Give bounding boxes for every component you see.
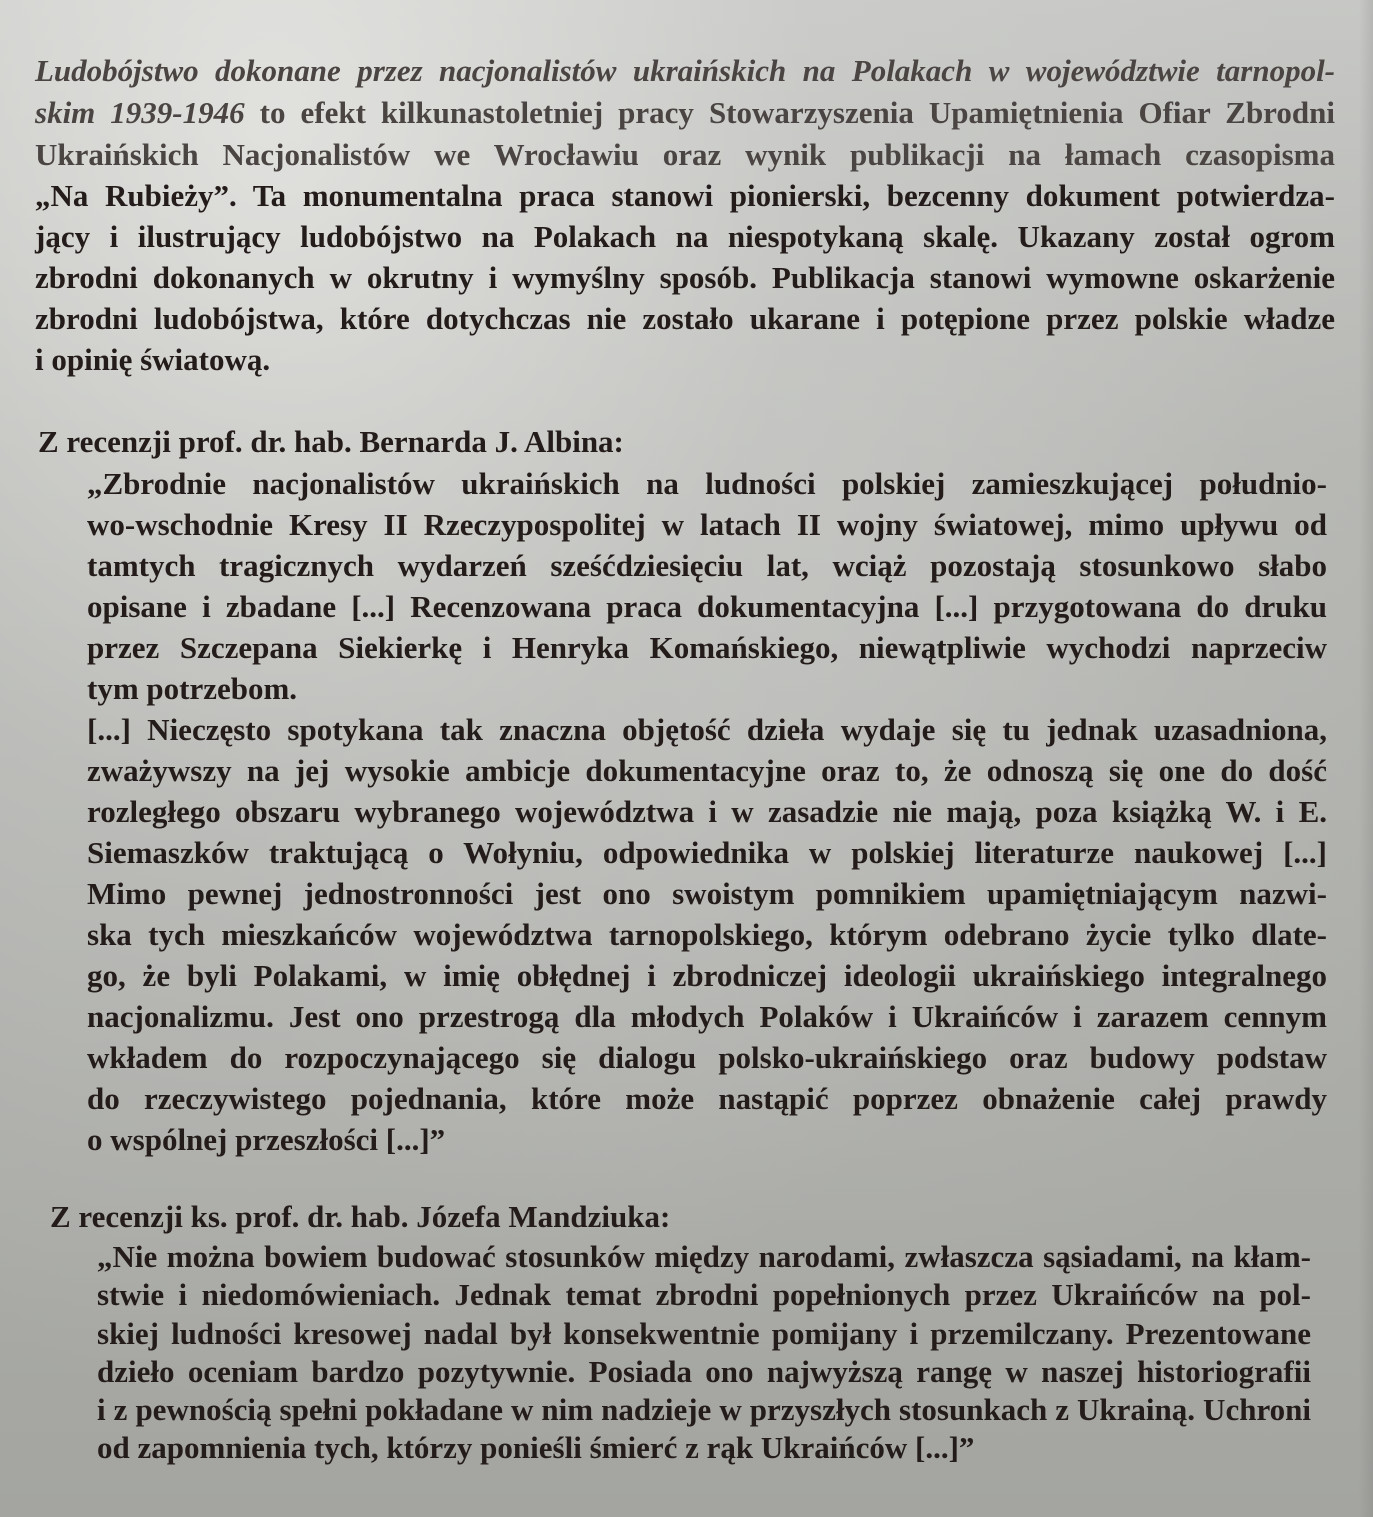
review-line: od zapomnienia tych, którzy ponieśli śmierć z rąk Ukraińców [...]” [97,1430,975,1465]
review-line: rozległego obszaru wybranego województwa i w zasadzie nie mają, poza książką W. i E. [87,794,1327,829]
review-line: skiej ludności kresowej nadal był konsekwentnie pomijany i przemilczany. Prezentowane [97,1316,1311,1351]
review-line: wo-wschodnie Kresy II Rzeczypospolitej w latach II wojny światowej, mimo upływu od [87,507,1327,542]
review-line: Siemaszków traktującą o Wołyniu, odpowiednika w polskiej literaturze naukowej [...] [87,835,1327,870]
review-line: „Nie można bowiem budować stosunków między narodami, zwłaszcza sąsiadami, na kłam- [97,1239,1311,1274]
review-line: go, że byli Polakami, w imię obłędnej i zbrodniczej ideologii ukraińskiego integralnego [87,958,1327,993]
intro-line [35,55,1335,86]
intro-line [35,97,1335,128]
review-heading: Z recenzji ks. prof. dr. hab. Józefa Mandziuka: [50,1199,671,1234]
intro-text: to efekt kilkunastoletniej pracy Stowarzyszenia Upamiętnienia Ofiar Zbrodni [244,95,1335,130]
review-line: wkładem do rozpoczynającego się dialogu polsko-ukraińskiego oraz budowy podstaw [87,1040,1327,1075]
review-line: Mimo pewnej jednostronności jest ono swoistym pomnikiem upamiętniającym nazwi- [87,876,1327,911]
intro-line: Ukraińskich Nacjonalistów we Wrocławiu oraz wynik publikacji na łamach czasopisma [35,137,1335,172]
review-line: „Zbrodnie nacjonalistów ukraińskich na ludności polskiej zamieszkującej południo- [87,466,1327,501]
review-line: [...] Nieczęsto spotykana tak znaczna objętość dzieła wydaje się tu jednak uzasadniona, [87,712,1327,747]
intro-line: zbrodni ludobójstwa, które dotychczas nie zostało ukarane i potępione przez polskie władze [35,301,1335,336]
review-line: stwie i niedomówieniach. Jednak temat zbrodni popełnionych przez Ukraińców na pol- [97,1277,1311,1312]
review-line: przez Szczepana Siekierkę i Henryka Komańskiego, niewątpliwie wychodzi naprzeciw [87,630,1327,665]
review-heading: Z recenzji prof. dr. hab. Bernarda J. Albina: [38,424,624,459]
cover-edge-shadow [1359,0,1373,1517]
intro-line: „Na Rubieży”. Ta monumentalna praca stanowi pionierski, bezcenny dokument potwierdza- [35,178,1335,213]
intro-line: zbrodni dokonanych w okrutny i wymyślny sposób. Publikacja stanowi wymowne oskarżenie [35,260,1335,295]
review-line: nacjonalizmu. Jest ono przestrogą dla młodych Polaków i Ukraińców i zarazem cennym [87,999,1327,1034]
review-line: i z pewnością spełni pokładane w nim nadzieje w przyszłych stosunkach z Ukrainą. Uchroni [97,1392,1311,1427]
review-line: zważywszy na jej wysokie ambicje dokumentacyjne oraz to, że odnoszą się one do dość [87,753,1327,788]
review-line: o wspólnej przeszłości [...]” [87,1122,446,1157]
intro-italic-text: Ludobójstwo dokonane przez nacjonalistów ukraińskich na Polakach w województwie tarnopol- [35,53,1335,88]
intro-line: i opinię światową. [35,342,271,377]
review-line: do rzeczywistego pojednania, które może nastąpić poprzez obnażenie całej prawdy [87,1081,1327,1116]
review-line: dzieło oceniam bardzo pozytywnie. Posiada ono najwyższą rangę w naszej historiografii [97,1354,1311,1389]
intro-line: jący i ilustrujący ludobójstwo na Polakach na niespotykaną skalę. Ukazany został ogrom [35,219,1335,254]
review-line: opisane i zbadane [...] Recenzowana praca dokumentacyjna [...] przygotowana do druku [87,589,1327,624]
review-line: tym potrzebom. [87,671,298,706]
intro-italic-text: skim 1939-1946 [35,95,245,130]
review-line: ska tych mieszkańców województwa tarnopolskiego, którym odebrano życie tylko dlate- [87,917,1327,952]
review-line: tamtych tragicznych wydarzeń sześćdziesięciu lat, wciąż pozostają stosunkowo słabo [87,548,1327,583]
